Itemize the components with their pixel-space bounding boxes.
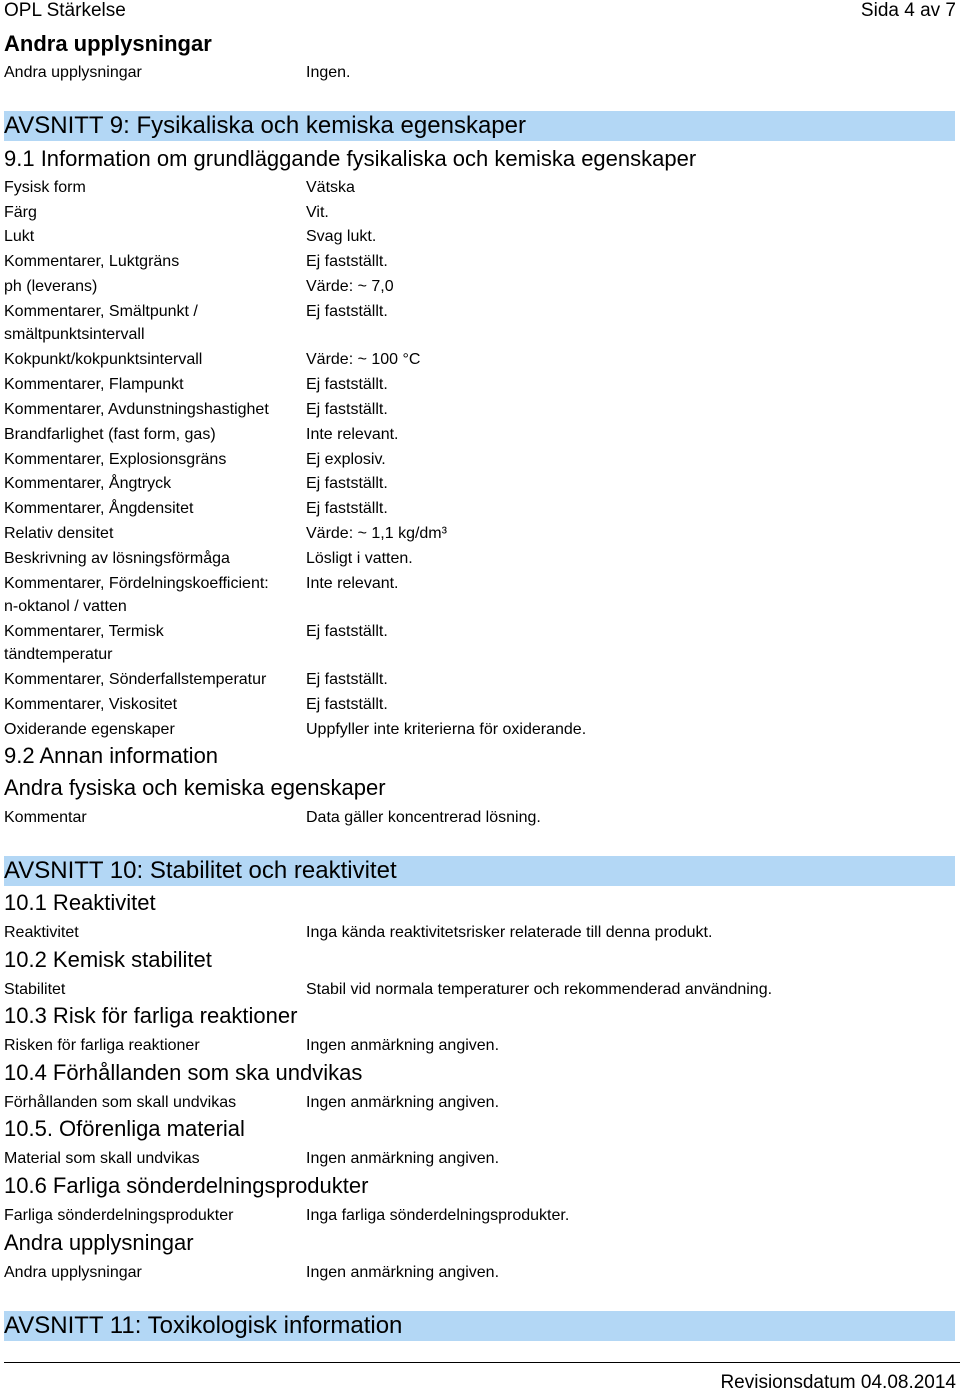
subsection-label: Reaktivitet xyxy=(4,924,79,941)
property-label: Kommentarer, Luktgräns xyxy=(4,253,180,270)
property-label: Beskrivning av lösningsförmåga xyxy=(4,550,230,567)
property-value: Ej fastställt. xyxy=(306,303,388,320)
subsection-value: Ingen anmärkning angiven. xyxy=(306,1037,500,1054)
comment-label: Kommentar xyxy=(4,809,87,826)
property-label: Kommentarer, Sönderfallstemperatur xyxy=(4,671,267,688)
subsection-heading: 10.3 Risk för farliga reaktioner xyxy=(4,1003,298,1028)
property-label: Kommentarer, Termisk xyxy=(4,623,164,640)
section-9-title: AVSNITT 9: Fysikaliska och kemiska egenskaper xyxy=(4,112,526,139)
property-value: Ej fastställt. xyxy=(306,475,388,492)
property-value: Vätska xyxy=(306,179,355,196)
other-info-heading: Andra upplysningar xyxy=(4,31,212,56)
property-value: Uppfyller inte kriterierna för oxiderande. xyxy=(306,721,587,738)
property-label: Kommentarer, Fördelningskoefficient: xyxy=(4,575,269,592)
property-value: Värde: ~ 1,1 kg/dm³ xyxy=(306,525,447,542)
subsection-label: Förhållanden som skall undvikas xyxy=(4,1094,237,1111)
property-value: Ej fastställt. xyxy=(306,376,388,393)
section-11-title: AVSNITT 11: Toxikologisk information xyxy=(4,1312,403,1339)
property-value: Ej fastställt. xyxy=(306,696,388,713)
section-10-title: AVSNITT 10: Stabilitet och reaktivitet xyxy=(4,857,397,884)
subsection-heading: 10.5. Oförenliga material xyxy=(4,1116,245,1141)
property-value: Värde: ~ 100 °C xyxy=(306,351,421,368)
subsection-heading: 10.6 Farliga sönderdelningsprodukter xyxy=(4,1173,369,1198)
property-label-cont: tändtemperatur xyxy=(4,646,113,663)
subsection-value: Ingen anmärkning angiven. xyxy=(306,1094,500,1111)
section-9-1-heading: 9.1 Information om grundläggande fysikaliska och kemiska egenskaper xyxy=(4,146,697,171)
subsection-label: Andra upplysningar xyxy=(4,1264,142,1281)
property-label: Kommentarer, Ångdensitet xyxy=(4,500,194,517)
subsection-label: Risken för farliga reaktioner xyxy=(4,1037,200,1054)
property-label-cont: smältpunktsintervall xyxy=(4,326,145,343)
subsection-heading: 10.2 Kemisk stabilitet xyxy=(4,947,212,972)
document-title: OPL Stärkelse xyxy=(4,0,126,21)
other-properties-heading: Andra fysiska och kemiska egenskaper xyxy=(4,775,386,800)
subsection-heading: 10.4 Förhållanden som ska undvikas xyxy=(4,1060,363,1085)
subsection-value: Ingen anmärkning angiven. xyxy=(306,1264,500,1281)
property-label-cont: n-oktanol / vatten xyxy=(4,598,127,615)
subsection-heading: Andra upplysningar xyxy=(4,1230,194,1255)
revision-date: Revisionsdatum 04.08.2014 xyxy=(720,1372,956,1393)
property-label: ph (leverans) xyxy=(4,278,98,295)
subsection-value: Inga farliga sönderdelningsprodukter. xyxy=(306,1207,570,1224)
property-value: Ej fastställt. xyxy=(306,671,388,688)
other-info-value: Ingen. xyxy=(306,64,351,81)
property-value: Svag lukt. xyxy=(306,228,377,245)
page-number: Sida 4 av 7 xyxy=(860,0,956,21)
property-label: Kommentarer, Explosionsgräns xyxy=(4,451,227,468)
footer-divider xyxy=(4,1362,960,1363)
property-label: Kommentarer, Viskositet xyxy=(4,696,178,713)
section-9-band xyxy=(4,111,955,141)
property-value: Ej fastställt. xyxy=(306,401,388,418)
section-10-band xyxy=(4,856,955,886)
property-label: Lukt xyxy=(4,228,35,245)
property-label: Oxiderande egenskaper xyxy=(4,721,175,738)
property-label: Brandfarlighet (fast form, gas) xyxy=(4,426,216,443)
subsection-value: Ingen anmärkning angiven. xyxy=(306,1150,500,1167)
property-value: Ej fastställt. xyxy=(306,623,388,640)
comment-value: Data gäller koncentrerad lösning. xyxy=(306,809,541,826)
property-value: Ej fastställt. xyxy=(306,253,388,270)
property-value: Ej fastställt. xyxy=(306,500,388,517)
property-value: Värde: ~ 7,0 xyxy=(306,278,394,295)
property-value: Ej explosiv. xyxy=(306,451,386,468)
property-label: Kommentarer, Flampunkt xyxy=(4,376,184,393)
property-label: Kommentarer, Smältpunkt / xyxy=(4,303,198,320)
property-label: Färg xyxy=(4,204,37,221)
property-label: Kokpunkt/kokpunktsintervall xyxy=(4,351,203,368)
subsection-heading: 10.1 Reaktivitet xyxy=(4,890,156,915)
property-label: Kommentarer, Ångtryck xyxy=(4,475,172,492)
subsection-value: Inga kända reaktivitetsrisker relaterade till denna produkt. xyxy=(306,924,713,941)
section-11-band xyxy=(4,1311,955,1341)
subsection-label: Material som skall undvikas xyxy=(4,1150,200,1167)
subsection-label: Farliga sönderdelningsprodukter xyxy=(4,1207,234,1224)
property-value: Vit. xyxy=(306,204,329,221)
subsection-value: Stabil vid normala temperaturer och rekommenderad användning. xyxy=(306,981,773,998)
property-label: Relativ densitet xyxy=(4,525,114,542)
property-value: Lösligt i vatten. xyxy=(306,550,413,567)
property-value: Inte relevant. xyxy=(306,426,399,443)
other-info-label: Andra upplysningar xyxy=(4,64,142,81)
property-label: Kommentarer, Avdunstningshastighet xyxy=(4,401,269,418)
property-value: Inte relevant. xyxy=(306,575,399,592)
subsection-label: Stabilitet xyxy=(4,981,66,998)
section-9-2-heading: 9.2 Annan information xyxy=(4,743,219,768)
property-label: Fysisk form xyxy=(4,179,86,196)
